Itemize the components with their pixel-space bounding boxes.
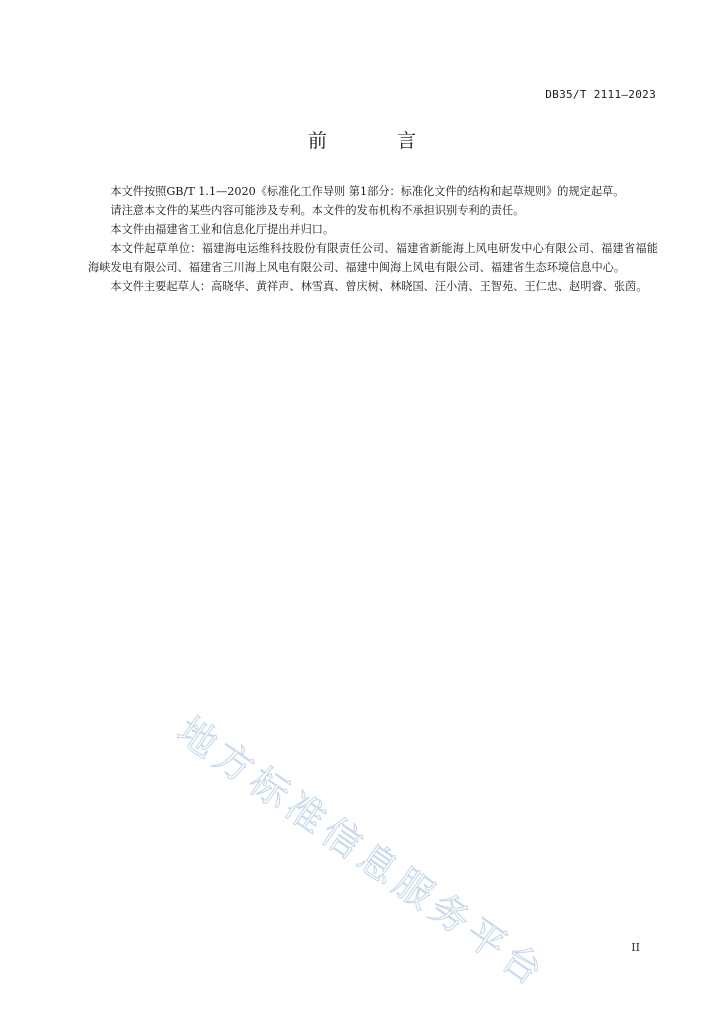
paragraph-proposer: 本文件由福建省工业和信息化厅提出并归口。 (110, 223, 335, 236)
paragraph-drafters: 本文件主要起草人：高晓华、黄祥声、林雪真、曾庆树、林晓国、汪小清、王智苑、王仁忠、赵明睿、张茵。 (110, 280, 648, 293)
page-number: II (631, 941, 640, 954)
paragraph-drafting-basis: 本文件按照GB/T 1.1—2020《标准化工作导则 第1部分：标准化文件的结构和起草规则》的规定起草。 (110, 185, 625, 198)
paragraph-patent-notice: 请注意本文件的某些内容可能涉及专利。本文件的发布机构不承担识别专利的责任。 (110, 204, 525, 217)
section-title: 前 言 (307, 130, 449, 152)
paragraph-drafting-units: 本文件起草单位：福建海电运维科技股份有限责任公司、福建省新能海上风电研发中心有限公司、福建省福能海峡发电有限公司、福建省三川海上风电有限公司、福建中闽海上风电有限公司、福建省生态环境信息中心。 (88, 242, 658, 274)
watermark-text: 地方标准信息服务平台 (169, 708, 556, 997)
foreword-body (88, 182, 658, 296)
document-code: DB35/T 2111—2023 (545, 88, 656, 101)
